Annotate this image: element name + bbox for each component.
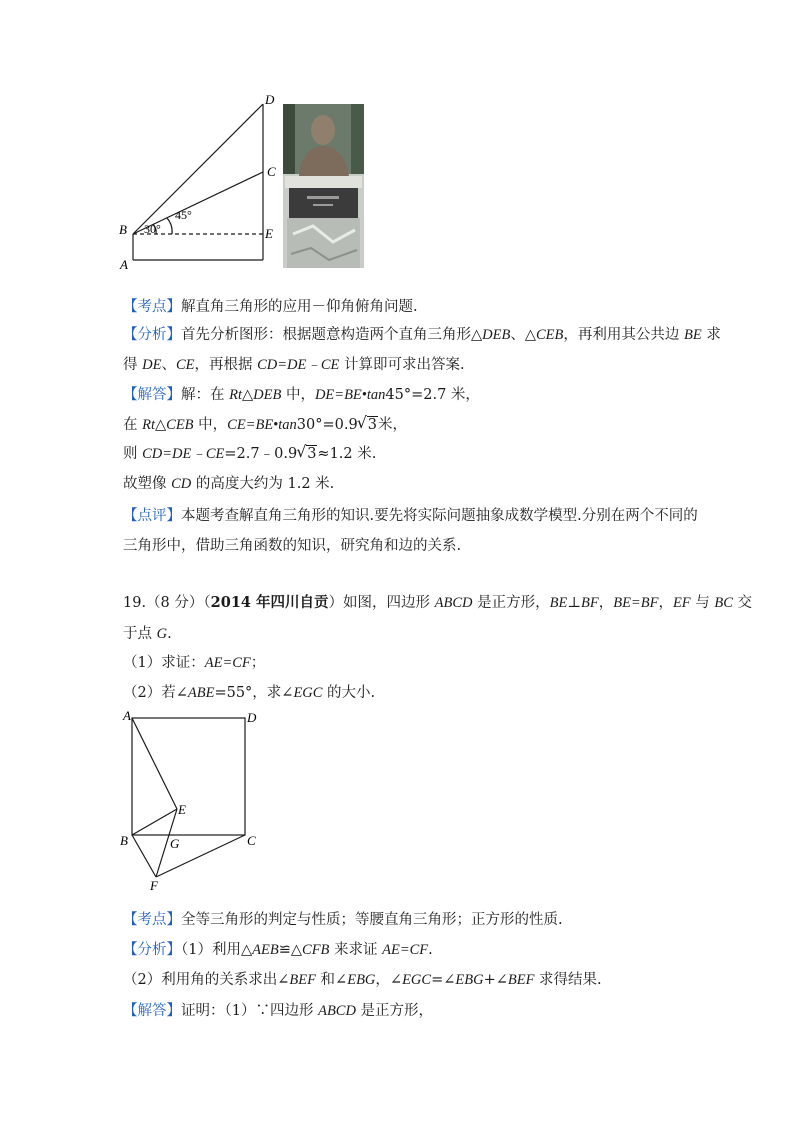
dianping-line-2: 三角形中，借助三角函数的知识，研究角和边的关系. (123, 538, 462, 554)
sqrt-symbol: √ 3 (297, 444, 317, 464)
problem-19-statement: 19.（8 分）（2014 年四川自贡）如图，四边形 ABCD 是正方形，BE⊥BF，BE=BF，EF 与 BC 交 (123, 594, 753, 611)
label-g: G (170, 836, 180, 851)
label-angle-45: 45° (175, 208, 192, 222)
line-bf (132, 835, 156, 877)
label-c: C (247, 833, 256, 848)
label-c: C (267, 164, 276, 179)
jieda-19-line: 【解答】证明：（1）∵四边形 ABCD 是正方形， (123, 1003, 434, 1019)
kaodian-line: 【考点】解直角三角形的应用－仰角俯角问题. (123, 299, 418, 315)
label-d: D (247, 710, 257, 725)
figure-square-abcd (115, 706, 275, 896)
label-d: D (265, 92, 275, 107)
figure-statue-angles (115, 92, 285, 272)
label-a: A (120, 257, 128, 272)
jieda-line-2: 在 Rt△CEB 中，CE=BE•tan30°=0.9√ 3米， (123, 415, 407, 435)
fenxi-19-line-2: （2）利用角的关系求出∠BEF 和∠EBG，∠EGC=∠EBG+∠BEF 求得结果. (123, 972, 602, 988)
jieda-line-3: 则 CD=DE﹣CE=2.7﹣0.9√ 3≈1.2 米. (123, 444, 376, 464)
statue-photo (283, 104, 364, 268)
label-e: E (178, 802, 186, 817)
sqrt-symbol: √ 3 (358, 415, 378, 435)
label-a: A (123, 708, 131, 723)
label-e: E (265, 226, 273, 241)
label-b: B (119, 222, 127, 237)
fenxi-19-line: 【分析】（1）利用△AEB≌△CFB 来求证 AE=CF. (123, 942, 433, 958)
angle-arc-45 (167, 218, 172, 234)
square-abcd (132, 718, 245, 835)
line-ae (132, 718, 177, 809)
jieda-line-4: 故塑像 CD 的高度大约为 1.2 米. (123, 476, 335, 492)
label-f: F (150, 878, 158, 893)
kaodian-19-line: 【考点】全等三角形的判定与性质；等腰直角三角形；正方形的性质. (123, 912, 563, 928)
dianping-line: 【点评】本题考查解直角三角形的知识.要先将实际问题抽象成数学模型.分别在两个不同的 (123, 508, 698, 524)
fenxi-line-2: 得 DE、CE，再根据 CD=DE﹣CE 计算即可求出答案. (123, 357, 465, 373)
problem-19-statement-2: 于点 G. (123, 626, 172, 642)
label-b: B (120, 833, 128, 848)
problem-19-part-1: （1）求证：AE=CF； (123, 655, 266, 671)
fenxi-line: 【分析】首先分析图形：根据题意构造两个直角三角形△DEB、△CEB，再利用其公共边 BE 求 (123, 327, 721, 343)
problem-19-part-2: （2）若∠ABE=55°，求∠EGC 的大小. (123, 685, 376, 701)
line-bd (133, 104, 263, 234)
jieda-line: 【解答】解：在 Rt△DEB 中，DE=BE•tan45°=2.7 米， (123, 387, 480, 403)
label-angle-30: 30° (144, 222, 161, 236)
